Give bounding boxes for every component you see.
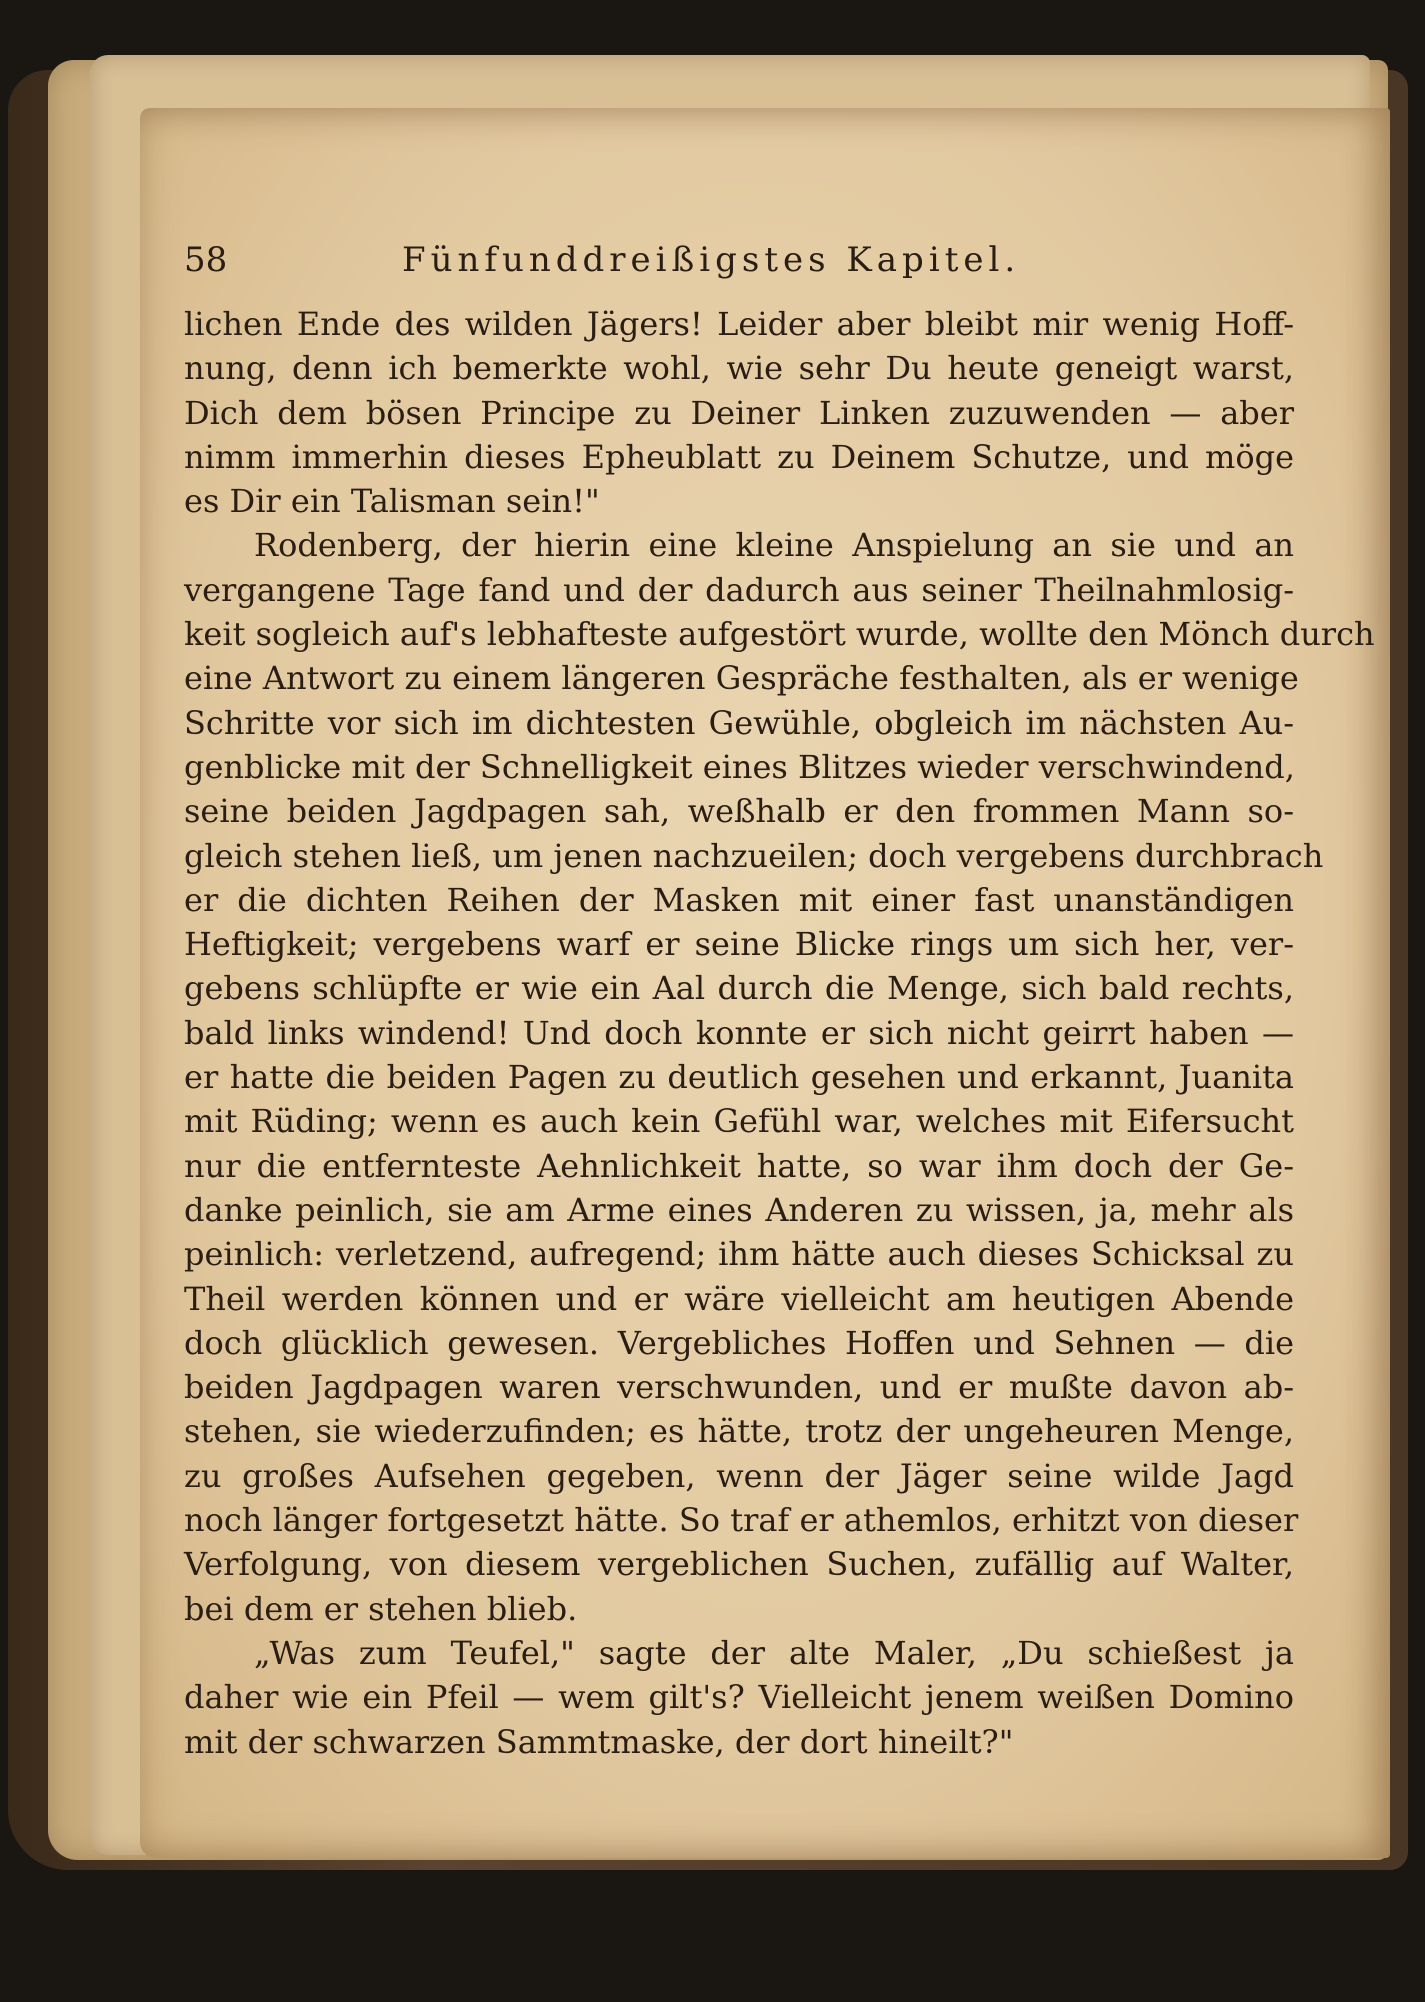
text-line: gebens schlüpfte er wie ein Aal durch die Menge, sich bald rechts,	[184, 969, 1294, 1008]
text-line: er hatte die beiden Pagen zu deutlich gesehen und erkannt, Juanita	[184, 1058, 1294, 1097]
text-line: nung, denn ich bemerkte wohl, wie sehr Du heute geneigt warst,	[184, 349, 1294, 388]
text-line: Schritte vor sich im dichtesten Gewühle, obgleich im nächsten Au-	[184, 703, 1294, 742]
text-line: stehen, sie wiederzufinden; es hätte, trotz der ungeheuren Menge,	[184, 1412, 1294, 1451]
text-line: Verfolgung, von diesem vergeblichen Suchen, zufällig auf Walter,	[184, 1545, 1294, 1584]
text-line: Dich dem bösen Principe zu Deiner Linken zuzuwenden — aber	[184, 393, 1294, 432]
text-line: mit Rüding; wenn es auch kein Gefühl war, welches mit Eifersucht	[184, 1102, 1294, 1141]
text-line: Theil werden können und er wäre vielleicht am heutigen Abende	[184, 1279, 1294, 1318]
text-line: seine beiden Jagdpagen sah, weßhalb er den frommen Mann so-	[184, 792, 1294, 831]
text-line: genblicke mit der Schnelligkeit eines Blitzes wieder verschwindend,	[184, 747, 1295, 786]
text-line: es Dir ein Talisman sein!"	[184, 482, 600, 521]
text-line: beiden Jagdpagen waren verschwunden, und er mußte davon ab-	[184, 1368, 1294, 1407]
text-line: Rodenberg, der hierin eine kleine Anspielung an sie und an	[254, 526, 1294, 565]
text-line: noch länger fortgesetzt hätte. So traf er athemlos, erhitzt von dieser	[184, 1501, 1299, 1540]
text-line: keit sogleich auf's lebhafteste aufgestört wurde, wollte den Mönch durch	[184, 615, 1375, 654]
running-head	[184, 240, 1294, 288]
text-line: peinlich: verletzend, aufregend; ihm hätte auch dieses Schicksal zu	[184, 1235, 1294, 1274]
text-line: bald links windend! Und doch konnte er sich nicht geirrt haben —	[184, 1013, 1294, 1052]
text-line: nimm immerhin dieses Epheublatt zu Deinem Schutze, und möge	[184, 437, 1294, 476]
text-line: „Was zum Teufel," sagte der alte Maler, „Du schießest ja	[254, 1633, 1294, 1672]
page-number: 58	[184, 240, 228, 280]
text-line: daher wie ein Pfeil — wem gilt's? Vielleicht jenem weißen Domino	[184, 1678, 1294, 1717]
page-text-area	[184, 240, 1375, 1764]
text-line: Heftigkeit; vergebens warf er seine Blicke rings um sich her, ver-	[184, 925, 1294, 964]
text-line: gleich stehen ließ, um jenen nachzueilen; doch vergebens durchbrach	[184, 836, 1324, 875]
text-line: er die dichten Reihen der Masken mit einer fast unanständigen	[184, 880, 1294, 919]
text-line: bei dem er stehen blieb.	[184, 1589, 578, 1628]
text-line: eine Antwort zu einem längeren Gespräche festhalten, als er wenige	[184, 659, 1299, 698]
chapter-title: Fünfunddreißigstes Kapitel.	[402, 240, 1021, 280]
body-text	[184, 302, 1375, 1764]
text-line: lichen Ende des wilden Jägers! Leider aber bleibt mir wenig Hoff-	[184, 305, 1294, 343]
text-line: doch glücklich gewesen. Vergebliches Hoffen und Sehnen — die	[184, 1323, 1294, 1362]
text-line: nur die entfernteste Aehnlichkeit hatte, so war ihm doch der Ge-	[184, 1146, 1294, 1185]
text-line: vergangene Tage fand und der dadurch aus seiner Theilnahmlosig-	[184, 570, 1294, 609]
text-line: zu großes Aufsehen gegeben, wenn der Jäger seine wilde Jagd	[184, 1456, 1294, 1495]
text-line: mit der schwarzen Sammtmaske, der dort hineilt?"	[184, 1722, 1014, 1761]
text-line: danke peinlich, sie am Arme eines Anderen zu wissen, ja, mehr als	[184, 1190, 1294, 1229]
